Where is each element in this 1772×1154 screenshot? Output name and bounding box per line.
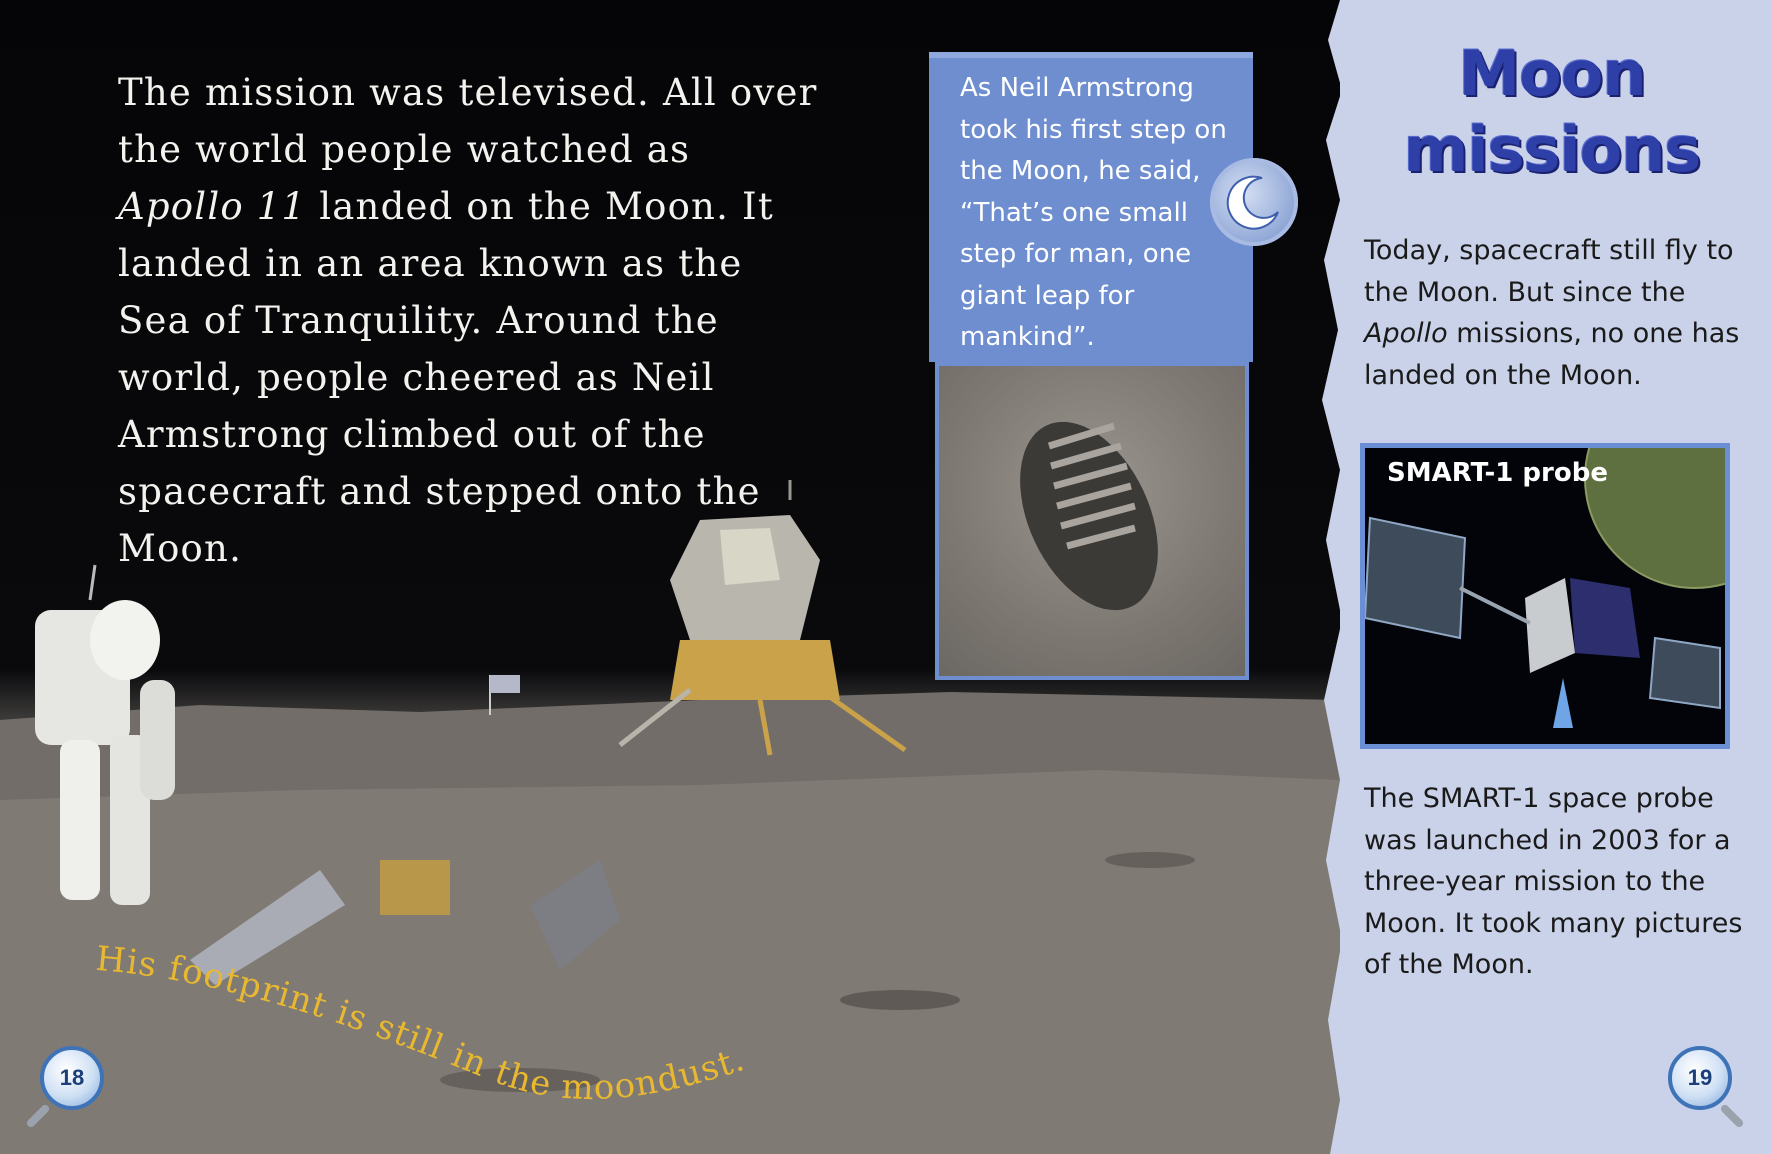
probe-label: SMART-1 probe [1387, 458, 1608, 488]
smart1-probe-photo [1360, 443, 1730, 749]
page-title: Moon missions [1403, 37, 1701, 186]
armstrong-quote: As Neil Armstrong took his first step on the Moon, he said, “That’s one small step for man, one giant leap for mankind”. [960, 73, 1227, 352]
footprint-caption [90, 930, 810, 1120]
probe-image [1365, 448, 1725, 744]
page-number-badge-left: 18 [40, 1046, 104, 1110]
crescent-moon-icon [1210, 158, 1298, 246]
probe-caption: The SMART-1 space probe was launched in 2003 for a three-year mission to the Moon. It took many pictures of the Moon. [1364, 783, 1743, 980]
torn-page-edge [1300, 0, 1340, 1154]
svg-text:His footprint is still in the: His footprint is still in the moondust. [94, 938, 750, 1109]
bootprint-image [939, 366, 1245, 676]
main-paragraph: The mission was televised. All over the world people watched as Apollo 11 landed on the Moon. It landed in an area known as the Sea of Tranquility. Around the world, people cheered as Neil Armstrong climbed out of the spacecraft and stepped onto the Moon. [118, 71, 818, 570]
footprint-photo [935, 362, 1249, 680]
page-number-badge-right: 19 [1668, 1046, 1732, 1110]
quote-box [929, 52, 1253, 362]
intro-paragraph: Today, spacecraft still fly to the Moon. But since the Apollo missions, no one has landed on the Moon. [1364, 235, 1740, 391]
